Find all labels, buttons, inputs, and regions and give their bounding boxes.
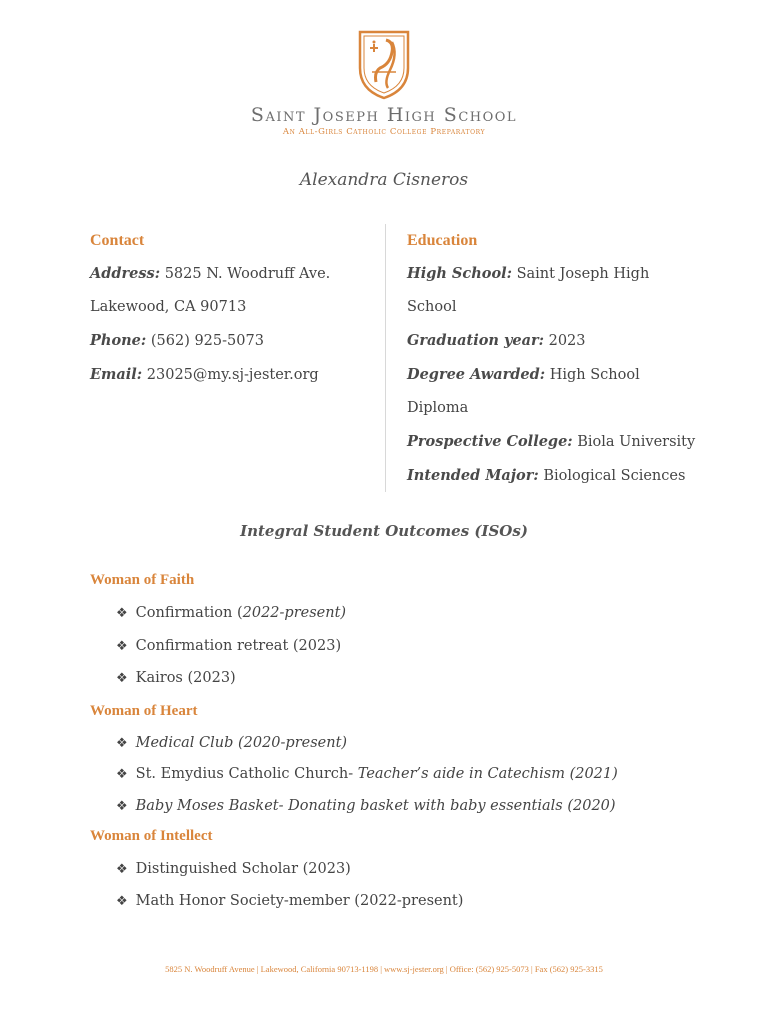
bullet-icon: ❖ [116,736,128,751]
list-item [116,605,346,621]
high-school-line [407,257,697,291]
list-item [116,638,341,654]
graduation-label: Graduation year: [407,332,544,349]
list-item [116,766,618,782]
item-text: Math Honor Society-member (2022-present) [135,893,464,909]
phone-line [90,324,370,358]
faith-heading: Woman of Faith [90,572,195,588]
education-heading: Education [407,232,478,249]
email-line [90,358,370,392]
bullet-icon: ❖ [116,767,128,782]
item-text: Kairos (2023) [135,670,236,686]
major-value: Biological Sciences [543,468,686,484]
item-text-italic: 2022-present) [242,605,347,621]
item-text: Confirmation retreat (2023) [135,638,342,654]
college-label: Prospective College: [407,433,573,450]
item-text-italic: Teacher’s aide in Catechism (2021) [357,766,618,782]
address-line [90,257,370,291]
item-text: Distinguished Scholar (2023) [135,861,351,877]
intellect-heading: Woman of Intellect [90,828,213,844]
education-section [407,224,697,493]
degree-line [407,358,697,392]
phone-label: Phone: [90,332,147,349]
email-label: Email: [90,366,143,383]
degree-value: High School [549,367,640,383]
item-text: St. Emydius Catholic Church- [135,766,358,782]
student-name: Alexandra Cisneros [299,170,469,190]
bullet-icon: ❖ [116,894,128,909]
address-line-2: Lakewood, CA 90713 [90,299,247,315]
item-text-italic: Medical Club (2020-present) [135,735,348,751]
major-label: Intended Major: [407,467,539,484]
bullet-icon: ❖ [116,862,128,877]
bullet-icon: ❖ [116,671,128,686]
address-label: Address: [90,265,161,282]
graduation-value: 2023 [548,333,586,349]
bullet-icon: ❖ [116,606,128,621]
contact-heading: Contact [90,232,145,249]
list-item [116,670,236,686]
contact-section [90,224,370,392]
page-footer: 5825 N. Woodruff Avenue | Lakewood, California 90713-1198 | www.sj-jester.org | Office: (562) 925-5073 | Fax (562) 925-3315 [165,964,603,974]
degree-line-2: Diploma [407,400,469,416]
school-crest-icon [356,28,412,100]
list-item [116,798,616,814]
major-line [407,459,697,493]
high-school-line-2: School [407,299,457,315]
college-value: Biola University [577,434,696,450]
item-text: Confirmation ( [135,605,243,621]
list-item [116,893,463,909]
address-value: 5825 N. Woodruff Ave. [164,266,331,282]
iso-title: Integral Student Outcomes (ISOs) [240,522,528,540]
high-school-label: High School: [407,265,512,282]
school-logo [0,28,768,137]
college-line [407,425,697,459]
graduation-line [407,324,697,358]
column-divider [385,224,386,492]
bullet-icon: ❖ [116,639,128,654]
degree-label: Degree Awarded: [407,366,546,383]
heart-heading: Woman of Heart [90,703,198,719]
item-text-italic: Baby Moses Basket- Donating basket with baby essentials (2020) [135,798,616,814]
school-name: Saint Joseph High School [250,104,518,126]
email-value: 23025@my.sj-jester.org [146,367,319,383]
list-item [116,735,347,751]
school-tagline: An All-Girls Catholic College Preparatory [282,127,486,137]
bullet-icon: ❖ [116,799,128,814]
list-item [116,861,351,877]
high-school-value: Saint Joseph High [516,266,650,282]
phone-value: (562) 925-5073 [150,333,264,349]
